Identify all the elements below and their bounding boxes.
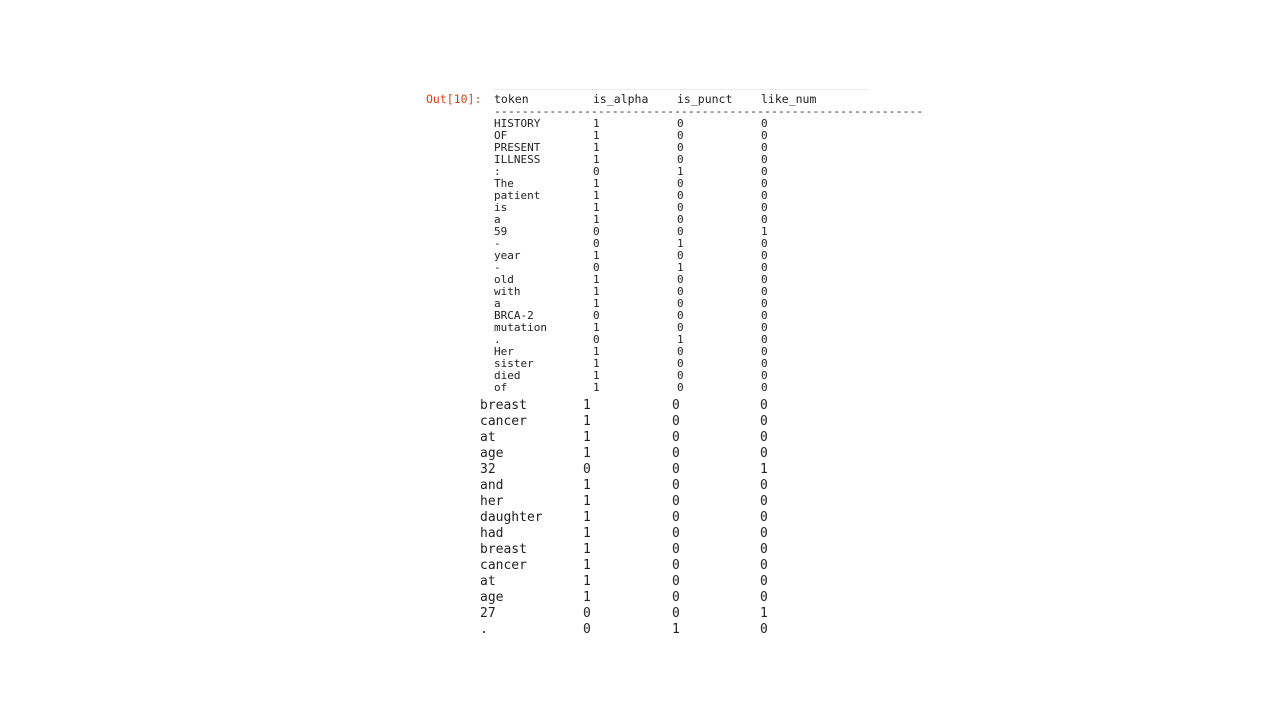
cell-like-num: 0 bbox=[760, 558, 768, 573]
column-header-is-punct: is_punct bbox=[677, 92, 733, 106]
cell-like-num: 0 bbox=[760, 398, 768, 413]
cell-is-punct: 1 bbox=[677, 165, 684, 178]
cell-like-num: 0 bbox=[760, 478, 768, 493]
cell-like-num: 0 bbox=[761, 117, 768, 130]
cell-is-punct: 0 bbox=[672, 606, 680, 621]
cell-is-punct: 0 bbox=[677, 321, 684, 334]
cell-is-punct: 0 bbox=[672, 414, 680, 429]
cell-is-punct: 0 bbox=[677, 177, 684, 190]
cell-is-punct: 0 bbox=[677, 213, 684, 226]
cell-like-num: 0 bbox=[760, 414, 768, 429]
cell-token: OF bbox=[494, 129, 508, 142]
cell-is-alpha: 1 bbox=[583, 446, 591, 461]
cell-is-alpha: 1 bbox=[583, 590, 591, 605]
cell-token: 59 bbox=[494, 225, 508, 238]
cell-is-alpha: 1 bbox=[583, 430, 591, 445]
cell-is-alpha: 1 bbox=[593, 189, 600, 202]
cell-is-punct: 0 bbox=[672, 526, 680, 541]
cell-like-num: 0 bbox=[760, 526, 768, 541]
cell-is-punct: 0 bbox=[677, 345, 684, 358]
cell-like-num: 0 bbox=[760, 446, 768, 461]
cell-token: year bbox=[494, 249, 521, 262]
cell-token: old bbox=[494, 273, 514, 286]
cell-token: mutation bbox=[494, 321, 547, 334]
cell-token: 32 bbox=[480, 462, 496, 477]
cell-like-num: 0 bbox=[761, 273, 768, 286]
cell-like-num: 1 bbox=[760, 462, 768, 477]
cell-token: a bbox=[494, 213, 501, 226]
cell-is-alpha: 1 bbox=[593, 273, 600, 286]
cell-is-alpha: 0 bbox=[583, 622, 591, 637]
cell-like-num: 0 bbox=[760, 542, 768, 557]
cell-is-alpha: 0 bbox=[593, 261, 600, 274]
cell-like-num: 0 bbox=[761, 237, 768, 250]
cell-like-num: 0 bbox=[761, 129, 768, 142]
cell-is-punct: 0 bbox=[677, 129, 684, 142]
cell-is-punct: 0 bbox=[677, 201, 684, 214]
cell-is-punct: 0 bbox=[672, 590, 680, 605]
cell-is-alpha: 0 bbox=[583, 462, 591, 477]
cell-is-alpha: 0 bbox=[593, 237, 600, 250]
cell-is-punct: 0 bbox=[672, 462, 680, 477]
cell-like-num: 0 bbox=[761, 189, 768, 202]
cell-is-alpha: 1 bbox=[583, 398, 591, 413]
cell-token: 27 bbox=[480, 606, 496, 621]
cell-is-alpha: 1 bbox=[583, 510, 591, 525]
cell-like-num: 0 bbox=[761, 369, 768, 382]
cell-like-num: 0 bbox=[761, 213, 768, 226]
cell-like-num: 0 bbox=[761, 153, 768, 166]
cell-token: her bbox=[480, 494, 504, 509]
cell-token: breast bbox=[480, 398, 527, 413]
cell-is-alpha: 1 bbox=[593, 285, 600, 298]
cell-is-alpha: 1 bbox=[593, 177, 600, 190]
cell-like-num: 0 bbox=[761, 201, 768, 214]
cell-is-alpha: 1 bbox=[593, 297, 600, 310]
cell-is-alpha: 1 bbox=[583, 494, 591, 509]
cell-token: age bbox=[480, 446, 504, 461]
cell-is-alpha: 1 bbox=[583, 414, 591, 429]
cell-token: . bbox=[494, 333, 501, 346]
cell-like-num: 0 bbox=[760, 590, 768, 605]
cell-like-num: 0 bbox=[761, 357, 768, 370]
cell-is-alpha: 1 bbox=[593, 381, 600, 394]
cell-is-alpha: 1 bbox=[583, 526, 591, 541]
cell-token: daughter bbox=[480, 510, 543, 525]
cell-like-num: 0 bbox=[761, 309, 768, 322]
cell-like-num: 1 bbox=[761, 225, 768, 238]
cell-is-alpha: 0 bbox=[593, 333, 600, 346]
cell-is-punct: 1 bbox=[677, 261, 684, 274]
cell-token: - bbox=[494, 237, 501, 250]
cell-is-punct: 0 bbox=[677, 153, 684, 166]
cell-is-alpha: 1 bbox=[583, 542, 591, 557]
cell-is-alpha: 1 bbox=[583, 558, 591, 573]
cell-like-num: 0 bbox=[761, 297, 768, 310]
cell-is-punct: 0 bbox=[677, 381, 684, 394]
cell-is-punct: 0 bbox=[677, 189, 684, 202]
cell-token: HISTORY bbox=[494, 117, 541, 130]
cell-token: BRCA-2 bbox=[494, 309, 534, 322]
cell-is-alpha: 1 bbox=[593, 153, 600, 166]
cell-like-num: 0 bbox=[760, 430, 768, 445]
cell-like-num: 0 bbox=[760, 622, 768, 637]
cell-like-num: 0 bbox=[761, 333, 768, 346]
cell-is-punct: 0 bbox=[677, 141, 684, 154]
cell-token: and bbox=[480, 478, 504, 493]
cell-like-num: 0 bbox=[761, 249, 768, 262]
cell-is-punct: 0 bbox=[672, 494, 680, 509]
cell-is-punct: 0 bbox=[672, 542, 680, 557]
cell-is-alpha: 1 bbox=[593, 129, 600, 142]
cell-is-alpha: 1 bbox=[593, 321, 600, 334]
cell-token: : bbox=[494, 165, 501, 178]
cell-like-num: 0 bbox=[761, 381, 768, 394]
column-header-like-num: like_num bbox=[761, 92, 817, 106]
cell-is-punct: 0 bbox=[677, 369, 684, 382]
cell-token: The bbox=[494, 177, 514, 190]
cell-token: patient bbox=[494, 189, 541, 202]
cell-token: of bbox=[494, 381, 508, 394]
cell-is-alpha: 1 bbox=[593, 201, 600, 214]
cell-token: with bbox=[494, 285, 521, 298]
cell-is-punct: 0 bbox=[672, 398, 680, 413]
cell-like-num: 0 bbox=[761, 285, 768, 298]
cell-is-punct: 0 bbox=[677, 309, 684, 322]
cell-like-num: 0 bbox=[761, 141, 768, 154]
column-header-is-alpha: is_alpha bbox=[593, 92, 649, 106]
cell-token: Her bbox=[494, 345, 514, 358]
cell-token: had bbox=[480, 526, 504, 541]
cell-token: . bbox=[480, 622, 488, 637]
cell-is-punct: 0 bbox=[677, 297, 684, 310]
cell-is-alpha: 1 bbox=[583, 478, 591, 493]
cell-like-num: 0 bbox=[761, 177, 768, 190]
cell-token: sister bbox=[494, 357, 534, 370]
cell-is-punct: 0 bbox=[672, 574, 680, 589]
cell-like-num: 0 bbox=[760, 574, 768, 589]
cell-is-punct: 0 bbox=[677, 273, 684, 286]
cell-like-num: 0 bbox=[761, 321, 768, 334]
cell-is-punct: 0 bbox=[677, 285, 684, 298]
cell-is-punct: 0 bbox=[677, 117, 684, 130]
cell-token: cancer bbox=[480, 558, 527, 573]
cell-is-punct: 0 bbox=[672, 430, 680, 445]
cell-divider bbox=[493, 89, 869, 90]
cell-is-punct: 1 bbox=[677, 333, 684, 346]
cell-token: breast bbox=[480, 542, 527, 557]
header-separator: -------------------------------------------------------------- bbox=[494, 104, 924, 118]
cell-is-alpha: 0 bbox=[593, 225, 600, 238]
cell-is-punct: 0 bbox=[677, 249, 684, 262]
cell-like-num: 0 bbox=[761, 345, 768, 358]
column-header-token: token bbox=[494, 92, 529, 106]
cell-like-num: 0 bbox=[760, 494, 768, 509]
cell-is-alpha: 0 bbox=[593, 165, 600, 178]
cell-token: is bbox=[494, 201, 508, 214]
cell-is-alpha: 1 bbox=[593, 213, 600, 226]
cell-is-punct: 0 bbox=[672, 558, 680, 573]
cell-is-punct: 0 bbox=[677, 225, 684, 238]
cell-is-alpha: 0 bbox=[583, 606, 591, 621]
cell-is-punct: 1 bbox=[672, 622, 680, 637]
cell-token: a bbox=[494, 297, 501, 310]
cell-token: at bbox=[480, 430, 496, 445]
cell-token: at bbox=[480, 574, 496, 589]
cell-is-alpha: 1 bbox=[583, 574, 591, 589]
cell-token: - bbox=[494, 261, 501, 274]
cell-is-alpha: 1 bbox=[593, 369, 600, 382]
cell-token: ILLNESS bbox=[494, 153, 541, 166]
output-prompt: Out[10]: bbox=[426, 92, 482, 106]
cell-like-num: 1 bbox=[760, 606, 768, 621]
cell-token: PRESENT bbox=[494, 141, 541, 154]
cell-token: age bbox=[480, 590, 504, 605]
cell-is-alpha: 1 bbox=[593, 357, 600, 370]
cell-is-alpha: 0 bbox=[593, 309, 600, 322]
cell-is-punct: 1 bbox=[677, 237, 684, 250]
cell-is-alpha: 1 bbox=[593, 249, 600, 262]
cell-like-num: 0 bbox=[760, 510, 768, 525]
cell-is-punct: 0 bbox=[672, 478, 680, 493]
cell-is-punct: 0 bbox=[677, 357, 684, 370]
cell-token: cancer bbox=[480, 414, 527, 429]
cell-is-alpha: 1 bbox=[593, 117, 600, 130]
cell-is-punct: 0 bbox=[672, 510, 680, 525]
cell-is-alpha: 1 bbox=[593, 345, 600, 358]
cell-token: died bbox=[494, 369, 521, 382]
cell-like-num: 0 bbox=[761, 261, 768, 274]
cell-is-alpha: 1 bbox=[593, 141, 600, 154]
cell-like-num: 0 bbox=[761, 165, 768, 178]
cell-is-punct: 0 bbox=[672, 446, 680, 461]
